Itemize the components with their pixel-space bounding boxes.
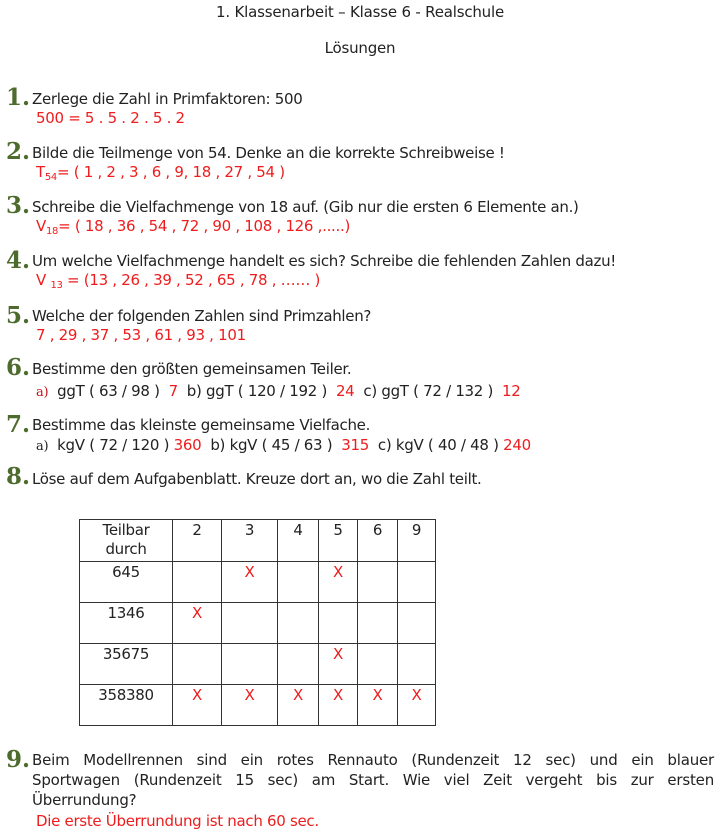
mark-cell xyxy=(398,644,436,685)
mark-cell: X xyxy=(278,685,319,726)
task-number: 1. xyxy=(6,84,31,111)
task-answer xyxy=(36,217,350,235)
mark-cell xyxy=(358,644,398,685)
table-row xyxy=(80,562,436,603)
task-number: 6. xyxy=(6,354,31,381)
task-question: Bestimme das kleinste gemeinsame Vielfache. xyxy=(32,416,371,434)
mark-cell: X xyxy=(222,685,278,726)
task-question: Bilde die Teilmenge von 54. Denke an die korrekte Schreibweise ! xyxy=(32,144,505,162)
document-title: 1. Klassenarbeit – Klasse 6 - Realschule xyxy=(216,3,504,21)
mark-cell: X xyxy=(319,685,358,726)
lcm-expr-a: kgV ( 72 / 120 ) xyxy=(57,436,170,454)
mark-cell: X xyxy=(319,562,358,603)
divisor-header: 5 xyxy=(319,520,358,562)
table-row xyxy=(80,644,436,685)
mark-cell xyxy=(173,644,222,685)
task-answer: 7 , 29 , 37 , 53 , 61 , 93 , 101 xyxy=(36,326,246,344)
task-answer: 500 = 5 . 5 . 2 . 5 . 2 xyxy=(36,109,185,127)
task-number: 9. xyxy=(6,746,31,773)
task-number: 8. xyxy=(6,463,31,490)
table-row xyxy=(80,685,436,726)
mark-cell: X xyxy=(358,685,398,726)
divisibility-table xyxy=(79,519,436,726)
set-symbol: V xyxy=(36,271,51,289)
document-subtitle: Lösungen xyxy=(324,39,396,57)
row-number: 645 xyxy=(80,562,173,603)
task-number: 3. xyxy=(6,192,31,219)
set-subscript: 54 xyxy=(44,172,57,183)
divisor-header: 4 xyxy=(278,520,319,562)
task-answer xyxy=(36,163,285,181)
row-number: 1346 xyxy=(80,603,173,644)
task-number: 2. xyxy=(6,138,31,165)
part-label: c) xyxy=(377,436,392,454)
task-question: Bestimme den größten gemeinsamen Teiler. xyxy=(32,360,352,378)
gcd-expr-c: ggT ( 72 / 132 ) xyxy=(381,382,494,400)
task-question: Welche der folgenden Zahlen sind Primzahlen? xyxy=(32,307,372,325)
gcd-expr-a: ggT ( 63 / 98 ) xyxy=(57,382,160,400)
part-label: c) xyxy=(363,382,377,400)
mark-cell xyxy=(173,562,222,603)
mark-cell: X xyxy=(398,685,436,726)
mark-cell: X xyxy=(319,644,358,685)
mark-cell xyxy=(278,644,319,685)
mark-cell xyxy=(398,603,436,644)
mark-cell xyxy=(398,562,436,603)
set-elements: = (13 , 26 , 39 , 52 , 65 , 78 , …… ) xyxy=(62,271,321,289)
table-header-row xyxy=(80,520,436,562)
lcm-result-a: 360 xyxy=(173,436,202,454)
mark-cell xyxy=(278,603,319,644)
task-question: Löse auf dem Aufgabenblatt. Kreuze dort an, wo die Zahl teilt. xyxy=(32,470,482,488)
mark-cell xyxy=(278,562,319,603)
mark-cell: X xyxy=(222,562,278,603)
task-answer: Die erste Überrundung ist nach 60 sec. xyxy=(36,812,319,830)
divisor-header: 2 xyxy=(173,520,222,562)
set-subscript: 18 xyxy=(45,226,59,237)
part-label: a) xyxy=(36,385,49,400)
gcd-answers xyxy=(36,382,521,400)
lcm-answers xyxy=(36,436,531,454)
part-label: b) xyxy=(210,436,226,454)
row-number: 35675 xyxy=(80,644,173,685)
gcd-result-b: 24 xyxy=(335,382,355,400)
table-row xyxy=(80,603,436,644)
lcm-result-c: 240 xyxy=(503,436,531,454)
header-label xyxy=(80,520,173,562)
gcd-result-a: 7 xyxy=(168,382,178,400)
task-number: 5. xyxy=(6,302,31,329)
divisor-header: 6 xyxy=(358,520,398,562)
mark-cell xyxy=(319,603,358,644)
part-label: b) xyxy=(186,382,202,400)
set-elements: = ( 1 , 2 , 3 , 6 , 9, 18 , 27 , 54 ) xyxy=(57,163,285,181)
lcm-result-b: 315 xyxy=(341,436,369,454)
set-elements: = ( 18 , 36 , 54 , 72 , 90 , 108 , 126 ,.....) xyxy=(58,217,350,235)
task-number: 7. xyxy=(6,411,31,438)
part-label: a) xyxy=(36,439,49,454)
task-question: Zerlege die Zahl in Primfaktoren: 500 xyxy=(32,90,303,108)
task-answer xyxy=(36,271,320,289)
row-number: 358380 xyxy=(80,685,173,726)
mark-cell xyxy=(222,603,278,644)
set-symbol: V xyxy=(36,217,46,235)
mark-cell xyxy=(222,644,278,685)
gcd-expr-b: ggT ( 120 / 192 ) xyxy=(206,382,327,400)
divisor-header: 9 xyxy=(398,520,436,562)
divisor-header: 3 xyxy=(222,520,278,562)
mark-cell xyxy=(358,562,398,603)
header-label-line2: durch xyxy=(105,540,147,558)
lcm-expr-b: kgV ( 45 / 63 ) xyxy=(229,436,333,454)
mark-cell: X xyxy=(173,685,222,726)
set-subscript: 13 xyxy=(50,280,63,291)
task-number: 4. xyxy=(6,247,31,274)
set-symbol: T xyxy=(36,163,45,181)
mark-cell: X xyxy=(173,603,222,644)
header-label-line1: Teilbar xyxy=(102,521,150,539)
task-question: Schreibe die Vielfachmenge von 18 auf. (Gib nur die ersten 6 Elemente an.) xyxy=(32,198,579,216)
task-question: Um welche Vielfachmenge handelt es sich? Schreibe die fehlenden Zahlen dazu! xyxy=(32,252,617,270)
lcm-expr-c: kgV ( 40 / 48 ) xyxy=(395,436,499,454)
gcd-result-c: 12 xyxy=(502,382,521,400)
task-question: Beim Modellrennen sind ein rotes Rennauto (Rundenzeit 12 sec) und ein blauer Sportwagen (Rundenzeit 15 sec) am Start. Wie viel Zeit vergeht bis zur ersten Überrundung? xyxy=(32,751,714,809)
mark-cell xyxy=(358,603,398,644)
